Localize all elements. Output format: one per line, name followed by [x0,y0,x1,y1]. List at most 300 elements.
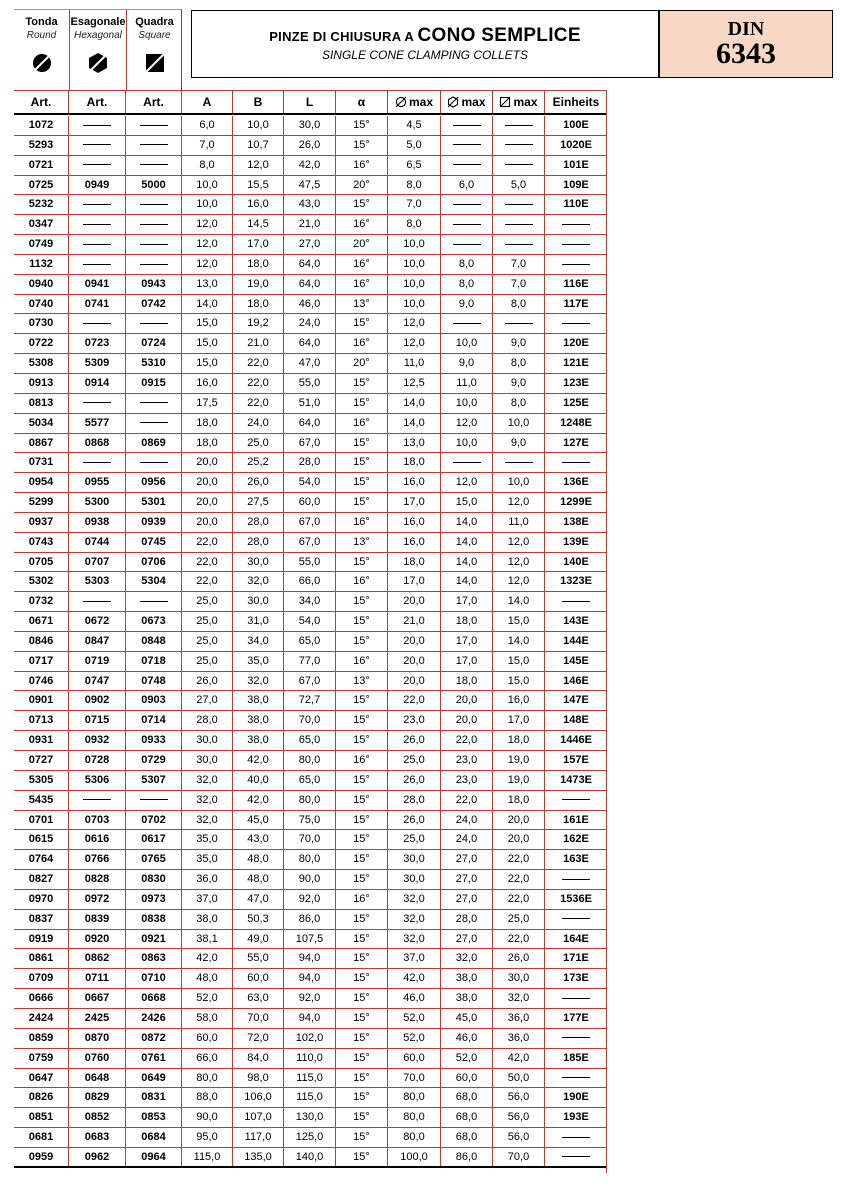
cell-max-square: 19,0 [493,751,545,770]
cell-max-square: 22,0 [493,890,545,909]
cell-max-round: 20,0 [388,672,441,691]
cell-art-square: 0710 [126,969,182,988]
cell-b: 17,0 [233,235,284,254]
cell-max-hex: 10,0 [441,394,493,413]
cell-art-round: 0701 [14,811,69,830]
cell-max-square: 14,0 [493,632,545,651]
cell-art-hex: 0862 [69,949,126,968]
cell-art-square: 0617 [126,830,182,849]
col-header-label: Einheits [552,95,600,109]
cell-l: 54,0 [284,473,336,492]
cell-max-square: 5,0 [493,176,545,195]
cell-max-square [493,215,545,234]
cell-a: 10,0 [182,176,233,195]
dash-mark [562,918,590,919]
cell-b: 28,0 [233,513,284,532]
col-header-einheits [545,91,607,113]
cell-art-hex: 0839 [69,910,126,929]
cell-b: 35,0 [233,652,284,671]
table-row [14,672,607,692]
table-row [14,592,607,612]
cell-a: 20,0 [182,493,233,512]
cell-max-hex [441,136,493,155]
cell-max-hex: 22,0 [441,731,493,750]
cell-max-round: 32,0 [388,890,441,909]
cell-max-square: 8,0 [493,354,545,373]
dash-mark [562,224,590,225]
cell-art-hex: 5309 [69,354,126,373]
col-header-label: B [253,95,263,109]
cell-art-round: 0867 [14,434,69,453]
din-box [659,10,833,78]
cell-art-square: 0869 [126,434,182,453]
cell-art-square: 5000 [126,176,182,195]
table-row [14,295,607,315]
dash-mark [505,323,533,324]
cell-max-square [493,314,545,333]
cell-l: 110,0 [284,1049,336,1068]
cell-max-round: 21,0 [388,612,441,631]
col-header-label: Art. [86,95,108,109]
cell-art-square: 0838 [126,910,182,929]
cell-a: 30,0 [182,731,233,750]
cell-alpha: 15° [336,473,388,492]
cell-l: 92,0 [284,989,336,1008]
cell-l: 28,0 [284,453,336,472]
cell-einheits [545,910,607,929]
cell-alpha: 15° [336,850,388,869]
dash-mark [140,323,168,324]
cell-max-hex: 14,0 [441,553,493,572]
cell-art-hex: 5306 [69,771,126,790]
cell-einheits: 1323E [560,575,592,588]
cell-l: 67,0 [284,672,336,691]
cell-alpha: 15° [336,1009,388,1028]
cell-max-round: 26,0 [388,771,441,790]
table-row [14,493,607,513]
cell-alpha: 16° [336,572,388,591]
cell-max-hex: 46,0 [441,1029,493,1048]
cell-alpha: 16° [336,275,388,294]
table-row [14,890,607,910]
cell-art-square: 0964 [126,1148,182,1166]
cell-a: 26,0 [182,672,233,691]
cell-max-square: 42,0 [493,1049,545,1068]
dash-mark [505,244,533,245]
cell-b: 40,0 [233,771,284,790]
dash-mark [505,125,533,126]
dash-mark [83,164,111,165]
cell-art-square: 0943 [126,275,182,294]
cell-alpha: 15° [336,830,388,849]
cell-max-round: 25,0 [388,830,441,849]
cell-max-hex [441,215,493,234]
cell-max-round: 5,0 [388,136,441,155]
cell-art-hex [69,136,126,155]
cell-max-square: 18,0 [493,731,545,750]
cell-a: 48,0 [182,969,233,988]
cell-einheits: 1473E [560,773,592,786]
cell-max-round: 17,0 [388,493,441,512]
cell-l: 92,0 [284,890,336,909]
cell-alpha: 16° [336,513,388,532]
cell-max-round: 11,0 [388,354,441,373]
cell-b: 38,0 [233,711,284,730]
dash-mark [140,125,168,126]
cell-art-square: 0939 [126,513,182,532]
cell-a: 95,0 [182,1128,233,1147]
cell-b: 30,0 [233,553,284,572]
cell-max-round: 28,0 [388,791,441,810]
cell-max-round: 20,0 [388,652,441,671]
cell-einheits: 140E [563,555,589,568]
cell-einheits [545,1029,607,1048]
cell-art-round: 5293 [14,136,69,155]
table-row [14,195,607,215]
dash-mark [83,799,111,800]
cell-art-hex: 5300 [69,493,126,512]
table-row [14,414,607,434]
cell-a: 22,0 [182,572,233,591]
cell-max-hex: 24,0 [441,811,493,830]
cell-max-hex: 52,0 [441,1049,493,1068]
cell-a: 28,0 [182,711,233,730]
table-row [14,473,607,493]
cell-art-round: 0954 [14,473,69,492]
cell-a: 8,0 [182,156,233,175]
cell-art-square: 0903 [126,691,182,710]
cell-einheits [545,1148,607,1166]
cell-art-round: 5034 [14,414,69,433]
table-row [14,691,607,711]
cell-max-hex: 18,0 [441,672,493,691]
table-right-border [606,90,607,1173]
table-row [14,572,607,592]
cell-b: 42,0 [233,751,284,770]
cell-alpha: 15° [336,1049,388,1068]
cell-max-hex: 9,0 [441,295,493,314]
cell-a: 88,0 [182,1088,233,1107]
header-hex-subtitle: Hexagonal [74,30,122,41]
cell-art-square [126,592,182,611]
cell-art-hex: 0828 [69,870,126,889]
cell-alpha: 15° [336,394,388,413]
cell-art-hex [69,215,126,234]
cell-a: 35,0 [182,850,233,869]
cell-einheits: 173E [563,972,589,985]
cell-max-square: 15,0 [493,652,545,671]
cell-l: 70,0 [284,830,336,849]
dash-mark [453,244,481,245]
dash-mark [562,1037,590,1038]
cell-l: 115,0 [284,1088,336,1107]
cell-art-hex: 0920 [69,930,126,949]
cell-max-round: 23,0 [388,711,441,730]
cell-max-hex: 22,0 [441,791,493,810]
cell-art-square: 5307 [126,771,182,790]
cell-max-hex: 45,0 [441,1009,493,1028]
cell-art-round: 0861 [14,949,69,968]
cell-einheits: 163E [563,853,589,866]
cell-l: 115,0 [284,1069,336,1088]
cell-art-square: 0702 [126,811,182,830]
cell-a: 12,0 [182,235,233,254]
cell-l: 75,0 [284,811,336,830]
cell-b: 70,0 [233,1009,284,1028]
cell-art-square: 0848 [126,632,182,651]
cell-art-hex: 0955 [69,473,126,492]
cell-max-hex: 60,0 [441,1069,493,1088]
cell-einheits: 162E [563,833,589,846]
cell-max-round: 60,0 [388,1049,441,1068]
cell-einheits: 144E [563,634,589,647]
cell-art-hex [69,255,126,274]
cell-art-round: 0959 [14,1148,69,1166]
cell-a: 30,0 [182,751,233,770]
cell-einheits: 161E [563,813,589,826]
dash-mark [140,799,168,800]
cell-art-round: 0940 [14,275,69,294]
cell-art-square [126,314,182,333]
cell-l: 21,0 [284,215,336,234]
cell-einheits: 139E [563,535,589,548]
cell-art-hex: 0715 [69,711,126,730]
dash-mark [83,601,111,602]
cell-max-square: 30,0 [493,969,545,988]
cell-einheits [545,215,607,234]
dash-mark [505,224,533,225]
cell-max-hex: 15,0 [441,493,493,512]
cell-a: 32,0 [182,771,233,790]
cell-art-square [126,215,182,234]
cell-l: 66,0 [284,572,336,591]
cell-l: 67,0 [284,533,336,552]
cell-art-square: 0748 [126,672,182,691]
table-row [14,791,607,811]
cell-art-round: 0764 [14,850,69,869]
cell-alpha: 13° [336,533,388,552]
cell-einheits [545,314,607,333]
col-header-label: L [305,95,314,109]
cell-b: 107,0 [233,1108,284,1127]
cell-max-square: 26,0 [493,949,545,968]
table-row [14,1009,607,1029]
dash-mark [562,462,590,463]
table-row [14,255,607,275]
cell-max-round: 30,0 [388,850,441,869]
cell-l: 72,7 [284,691,336,710]
cell-b: 84,0 [233,1049,284,1068]
cell-max-square: 70,0 [493,1148,545,1166]
hex-max-icon [447,96,459,108]
cell-b: 22,0 [233,374,284,393]
cell-max-hex: 18,0 [441,612,493,631]
cell-max-square: 20,0 [493,830,545,849]
cell-art-hex: 0747 [69,672,126,691]
cell-alpha: 15° [336,1029,388,1048]
cell-alpha: 16° [336,215,388,234]
cell-art-round: 5435 [14,791,69,810]
cell-alpha: 16° [336,156,388,175]
cell-a: 36,0 [182,870,233,889]
cell-b: 32,0 [233,572,284,591]
cell-a: 38,1 [182,930,233,949]
cell-max-hex [441,116,493,135]
cell-l: 130,0 [284,1108,336,1127]
cell-einheits: 120E [563,337,589,350]
title-prefix: PINZE DI CHIUSURA A [269,29,414,44]
cell-max-round: 80,0 [388,1088,441,1107]
table-row [14,811,607,831]
cell-max-round: 18,0 [388,453,441,472]
cell-max-square: 7,0 [493,255,545,274]
cell-art-square: 0853 [126,1108,182,1127]
cell-art-square: 0718 [126,652,182,671]
cell-max-round: 30,0 [388,870,441,889]
cell-a: 22,0 [182,533,233,552]
cell-max-round: 4,5 [388,116,441,135]
cell-art-round: 0937 [14,513,69,532]
table-row [14,751,607,771]
cell-einheits: 117E [563,297,589,310]
round-diameter-icon [30,51,54,75]
cell-einheits: 136E [563,476,589,489]
cell-max-square: 20,0 [493,811,545,830]
cell-art-hex: 0852 [69,1108,126,1127]
cell-max-square: 32,0 [493,989,545,1008]
cell-l: 64,0 [284,275,336,294]
table-row [14,553,607,573]
cell-a: 20,0 [182,473,233,492]
cell-art-square: 0765 [126,850,182,869]
cell-art-square [126,195,182,214]
table-row [14,612,607,632]
cell-l: 90,0 [284,870,336,889]
header-square [126,10,182,90]
cell-max-hex: 17,0 [441,652,493,671]
cell-einheits: 101E [563,158,589,171]
cell-b: 72,0 [233,1029,284,1048]
dash-mark [562,879,590,880]
cell-l: 26,0 [284,136,336,155]
cell-l: 30,0 [284,116,336,135]
cell-art-square [126,453,182,472]
table-row [14,453,607,473]
cell-art-hex: 0870 [69,1029,126,1048]
cell-l: 94,0 [284,949,336,968]
cell-art-round: 0647 [14,1069,69,1088]
cell-einheits [545,235,607,254]
cell-max-square: 12,0 [493,553,545,572]
col-header-max-hex [441,91,493,113]
cell-art-hex: 0932 [69,731,126,750]
table-row [14,235,607,255]
cell-alpha: 15° [336,314,388,333]
cell-art-round: 0717 [14,652,69,671]
cell-art-round: 0732 [14,592,69,611]
cell-l: 67,0 [284,513,336,532]
dash-mark [453,323,481,324]
cell-max-round: 6,5 [388,156,441,175]
cell-art-square: 0684 [126,1128,182,1147]
cell-max-hex [441,156,493,175]
cell-max-round: 10,0 [388,275,441,294]
cell-b: 21,0 [233,334,284,353]
cell-art-square: 0933 [126,731,182,750]
cell-b: 27,5 [233,493,284,512]
cell-einheits: 121E [563,357,589,370]
cell-a: 10,0 [182,195,233,214]
cell-art-round: 0759 [14,1049,69,1068]
cell-max-square [493,195,545,214]
cell-art-round: 5299 [14,493,69,512]
cell-alpha: 15° [336,930,388,949]
dash-mark [453,224,481,225]
col-header-l [284,91,336,113]
cell-max-round: 52,0 [388,1009,441,1028]
cell-max-round: 52,0 [388,1029,441,1048]
cell-alpha: 15° [336,870,388,889]
cell-a: 25,0 [182,592,233,611]
cell-a: 6,0 [182,116,233,135]
cell-art-hex: 0719 [69,652,126,671]
dash-mark [562,601,590,602]
cell-art-round: 0721 [14,156,69,175]
cell-max-hex [441,235,493,254]
cell-b: 49,0 [233,930,284,949]
cell-art-hex [69,592,126,611]
square-max-icon [499,96,511,108]
cell-max-square: 15,0 [493,672,545,691]
header-square-subtitle: Square [138,30,171,41]
dash-mark [140,164,168,165]
cell-a: 25,0 [182,632,233,651]
cell-art-round: 5308 [14,354,69,373]
cell-art-hex: 5577 [69,414,126,433]
cell-art-hex: 0672 [69,612,126,631]
cell-alpha: 15° [336,1088,388,1107]
cell-l: 43,0 [284,195,336,214]
cell-art-round: 5305 [14,771,69,790]
cell-art-square: 5301 [126,493,182,512]
col-header-label: α [357,95,366,109]
cell-alpha: 15° [336,691,388,710]
cell-art-round: 5302 [14,572,69,591]
table-body [14,116,607,1168]
cell-a: 90,0 [182,1108,233,1127]
cell-art-square: 0872 [126,1029,182,1048]
cell-art-square: 0729 [126,751,182,770]
cell-art-square [126,791,182,810]
cell-art-hex: 0902 [69,691,126,710]
cell-art-square: 0921 [126,930,182,949]
cell-b: 22,0 [233,394,284,413]
cell-max-hex [441,195,493,214]
cell-max-hex: 14,0 [441,572,493,591]
cell-a: 52,0 [182,989,233,1008]
cell-max-hex: 28,0 [441,910,493,929]
cell-max-square: 9,0 [493,334,545,353]
round-max-icon [395,96,407,108]
cell-max-hex: 12,0 [441,473,493,492]
cell-b: 38,0 [233,691,284,710]
cell-max-square: 8,0 [493,394,545,413]
cell-l: 27,0 [284,235,336,254]
cell-b: 19,0 [233,275,284,294]
cell-b: 30,0 [233,592,284,611]
cell-art-square: 0956 [126,473,182,492]
dash-mark [83,402,111,403]
